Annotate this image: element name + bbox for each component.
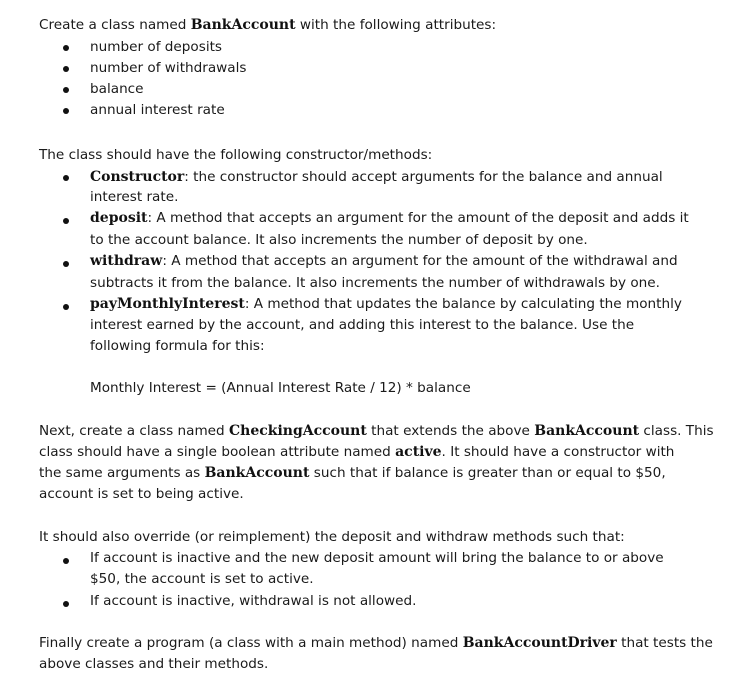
text: class should have a single boolean attribute named — [39, 444, 396, 460]
final-line — [39, 633, 713, 654]
method-item-constructor — [90, 167, 663, 188]
text: . It should have a constructor with — [441, 444, 675, 460]
bullet-icon — [63, 175, 69, 181]
bullet-icon — [63, 45, 69, 51]
method-name: deposit — [90, 210, 148, 226]
bullet-icon — [63, 108, 69, 114]
text: such that if balance is greater than or equal to $50, — [309, 465, 666, 481]
text: class. This — [639, 423, 714, 439]
checking-line — [39, 442, 674, 463]
override-intro: It should also override (or reimplement) the deposit and withdraw methods such that: — [39, 529, 625, 545]
class-name: BankAccount — [204, 465, 310, 481]
text: that tests the — [616, 635, 713, 651]
text: that extends the above — [366, 423, 535, 439]
intro-suffix: with the following attributes: — [295, 17, 497, 33]
override-item: If account is inactive and the new deposit amount will bring the balance to or above — [90, 550, 664, 566]
attribute-item: number of deposits — [90, 39, 223, 55]
method-text: : A method that updates the balance by calculating the monthly — [244, 296, 682, 312]
class-name: BankAccountDriver — [462, 635, 617, 651]
method-text: interest earned by the account, and adding this interest to the balance. Use the — [90, 317, 635, 333]
intro-prefix: Create a class named — [39, 17, 191, 33]
class-name: CheckingAccount — [229, 423, 367, 439]
text: Next, create a class named — [39, 423, 230, 439]
method-text: interest rate. — [90, 189, 179, 205]
checking-line — [39, 463, 666, 484]
text: the same arguments as — [39, 465, 205, 481]
intro-class-name: BankAccount — [190, 17, 296, 33]
method-item-withdraw — [90, 251, 678, 272]
bullet-icon — [63, 218, 69, 224]
override-item: If account is inactive, withdrawal is not allowed. — [90, 593, 417, 609]
attribute-item: number of withdrawals — [90, 60, 247, 76]
method-text: to the account balance. It also increments the number of deposit by one. — [90, 232, 588, 248]
text: Finally create a program (a class with a main method) named — [39, 635, 463, 651]
checking-line — [39, 421, 714, 442]
method-text: : A method that accepts an argument for the amount of the deposit and adds it — [147, 210, 689, 226]
class-name: BankAccount — [534, 423, 640, 439]
override-item: $50, the account is set to active. — [90, 571, 314, 587]
method-text: following formula for this: — [90, 338, 265, 354]
bullet-icon — [63, 601, 69, 607]
attribute-item: balance — [90, 81, 144, 97]
method-text: subtracts it from the balance. It also increments the number of withdrawals by one. — [90, 275, 660, 291]
bullet-icon — [63, 304, 69, 310]
method-item-deposit — [90, 208, 689, 229]
method-name: withdraw — [90, 253, 163, 269]
attribute-name: active — [395, 444, 442, 460]
checking-line: account is set to being active. — [39, 486, 244, 502]
bullet-icon — [63, 558, 69, 564]
method-item-paymonthlyinterest — [90, 294, 682, 315]
methods-intro: The class should have the following constructor/methods: — [39, 147, 433, 163]
bullet-icon — [63, 261, 69, 267]
bullet-icon — [63, 87, 69, 93]
method-text: : the constructor should accept arguments for the balance and annual — [184, 169, 663, 185]
bullet-icon — [63, 66, 69, 72]
formula: Monthly Interest = (Annual Interest Rate / 12) * balance — [90, 380, 471, 396]
method-name: Constructor — [90, 169, 185, 185]
final-line: above classes and their methods. — [39, 656, 269, 672]
method-text: : A method that accepts an argument for the amount of the withdrawal and — [162, 253, 678, 269]
intro-line — [39, 15, 496, 36]
method-name: payMonthlyInterest — [90, 296, 245, 312]
attribute-item: annual interest rate — [90, 102, 225, 118]
